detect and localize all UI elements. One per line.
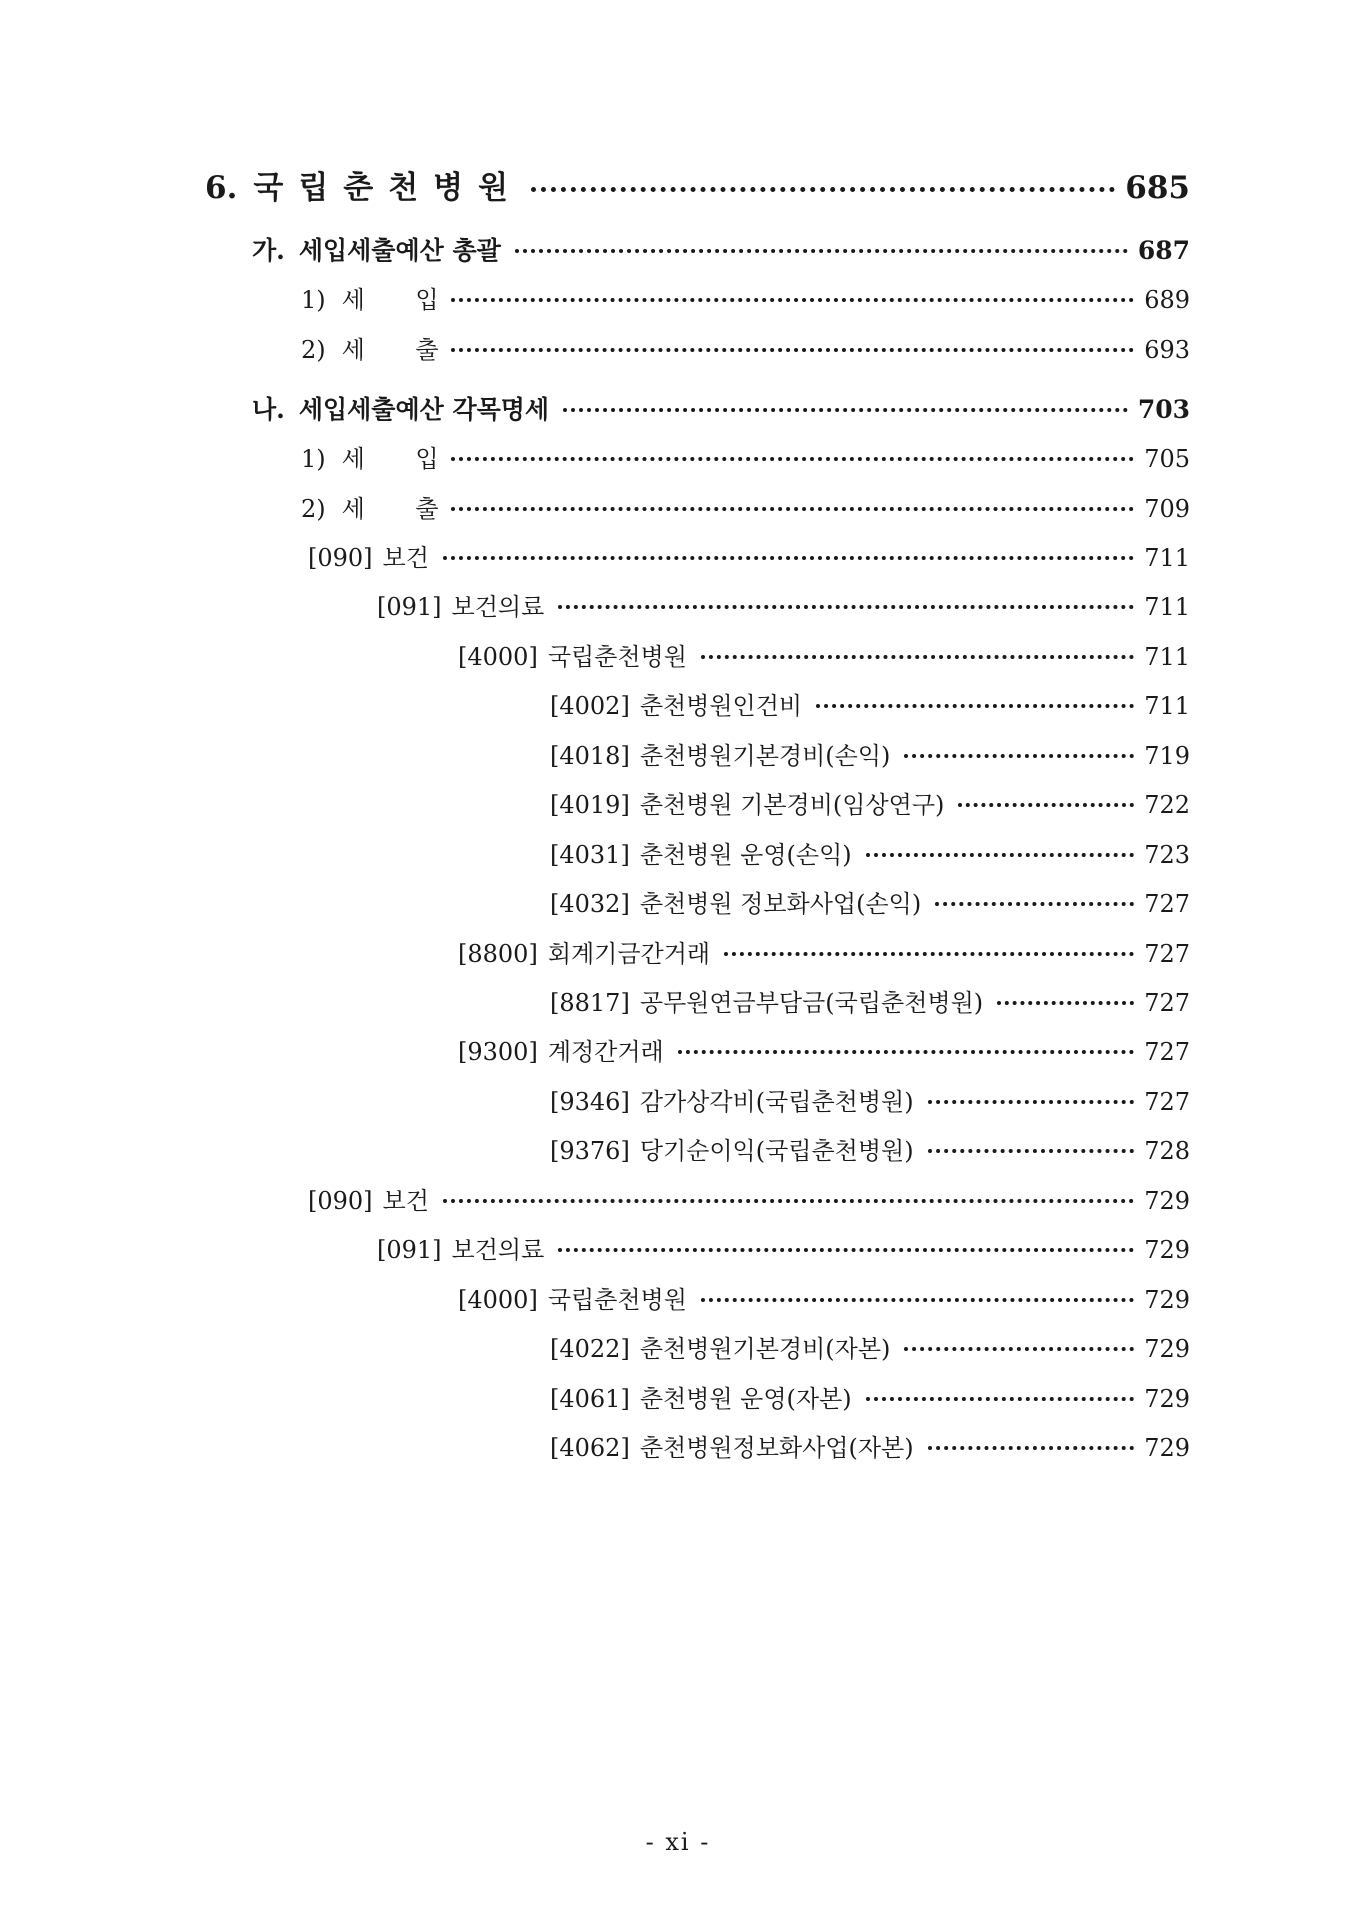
- entry-title: 회계기금간거래: [547, 940, 711, 968]
- entry-code: [4000]: [458, 643, 538, 671]
- dot-leader: [451, 507, 1135, 511]
- dot-leader: [701, 655, 1134, 659]
- toc-item-expenditure[interactable]: [301, 489, 1190, 524]
- page-number: 729: [1144, 1236, 1190, 1264]
- entry-title: 춘천병원인건비: [639, 692, 803, 720]
- dot-leader: [443, 556, 1134, 560]
- entry-code: [090]: [308, 544, 373, 572]
- page-number: 729: [1144, 1385, 1190, 1413]
- dot-leader: [563, 408, 1128, 412]
- entry-code: [4032]: [550, 890, 630, 918]
- page-number: 689: [1144, 286, 1190, 314]
- toc-entry[interactable]: [550, 983, 1190, 1018]
- item-title: 세 출: [341, 495, 443, 523]
- entry-title: 춘천병원 운영(손익): [639, 841, 852, 869]
- section-title: 세입세출예산 총괄: [298, 236, 501, 265]
- page-footer-number: - xi -: [645, 1828, 711, 1856]
- entry-title: 국립춘천병원: [547, 1286, 687, 1314]
- page-number: 729: [1144, 1187, 1190, 1215]
- section-label: 가.: [252, 236, 285, 265]
- toc-entry[interactable]: [550, 1082, 1190, 1117]
- entry-code: [8817]: [550, 989, 630, 1017]
- page-number: 727: [1144, 940, 1190, 968]
- toc-entry[interactable]: [458, 1280, 1190, 1315]
- entry-code: [4062]: [550, 1434, 630, 1462]
- toc-entry[interactable]: [550, 884, 1190, 919]
- entry-title: 보건: [382, 1187, 429, 1215]
- dot-leader: [724, 952, 1134, 956]
- item-label: 2): [301, 336, 326, 364]
- toc-entry[interactable]: [550, 1131, 1190, 1166]
- dot-leader: [928, 1149, 1135, 1153]
- page-number: 687: [1137, 236, 1190, 265]
- toc-entry[interactable]: [550, 785, 1190, 820]
- toc-item-revenue[interactable]: [301, 439, 1190, 474]
- toc-entry[interactable]: [550, 686, 1190, 721]
- entry-code: [9300]: [458, 1038, 538, 1066]
- chapter-number: 6.: [205, 170, 238, 206]
- entry-code: [8800]: [458, 940, 538, 968]
- page-number: 685: [1125, 170, 1190, 206]
- page-number: 703: [1137, 395, 1190, 424]
- page-number: 723: [1144, 841, 1190, 869]
- page-number: 709: [1144, 495, 1190, 523]
- entry-code: [4061]: [550, 1385, 630, 1413]
- entry-title: 당기순이익(국립춘천병원): [639, 1137, 914, 1165]
- toc-section-na[interactable]: [252, 390, 1190, 426]
- entry-title: 계정간거래: [547, 1038, 664, 1066]
- entry-title: 보건의료: [451, 1236, 545, 1264]
- page-number: 711: [1144, 593, 1190, 621]
- dot-leader: [451, 298, 1135, 302]
- page-number: 711: [1144, 692, 1190, 720]
- toc-entry[interactable]: [550, 1428, 1190, 1463]
- entry-code: [4019]: [550, 791, 630, 819]
- toc-entry[interactable]: [550, 1379, 1190, 1414]
- dot-leader: [958, 803, 1134, 807]
- page-number: 729: [1144, 1335, 1190, 1363]
- toc-entry[interactable]: [550, 736, 1190, 771]
- entry-title: 공무원연금부담금(국립춘천병원): [639, 989, 984, 1017]
- page-number: 711: [1144, 643, 1190, 671]
- dot-leader: [451, 348, 1135, 352]
- toc-entry[interactable]: [458, 934, 1190, 969]
- entry-title: 감가상각비(국립춘천병원): [639, 1088, 914, 1116]
- toc-entry[interactable]: [308, 1181, 1190, 1216]
- section-label: 나.: [252, 395, 285, 424]
- entry-title: 춘천병원 정보화사업(손익): [639, 890, 922, 918]
- toc-entry[interactable]: [377, 1230, 1190, 1265]
- page-number: 729: [1144, 1434, 1190, 1462]
- page-number: 727: [1144, 989, 1190, 1017]
- dot-leader: [816, 704, 1134, 708]
- entry-code: [9376]: [550, 1137, 630, 1165]
- dot-leader: [558, 1248, 1134, 1252]
- page-number: 727: [1144, 890, 1190, 918]
- entry-code: [091]: [377, 593, 442, 621]
- toc-entry[interactable]: [308, 538, 1190, 573]
- entry-title: 춘천병원정보화사업(자본): [639, 1434, 914, 1462]
- toc-entry[interactable]: [458, 637, 1190, 672]
- entry-code: [4018]: [550, 742, 630, 770]
- entry-title: 춘천병원 운영(자본): [639, 1385, 852, 1413]
- toc-entry[interactable]: [377, 587, 1190, 622]
- entry-title: 춘천병원기본경비(자본): [639, 1335, 891, 1363]
- section-title: 세입세출예산 각목명세: [298, 395, 550, 424]
- dot-leader: [558, 605, 1134, 609]
- dot-leader: [443, 1199, 1134, 1203]
- dot-leader: [866, 853, 1135, 857]
- entry-title: 보건의료: [451, 593, 545, 621]
- toc-entry[interactable]: [458, 1032, 1190, 1067]
- entry-code: [4000]: [458, 1286, 538, 1314]
- entry-title: 춘천병원 기본경비(임상연구): [639, 791, 945, 819]
- dot-leader: [678, 1050, 1134, 1054]
- toc-chapter-6[interactable]: [205, 162, 1190, 207]
- entry-code: [4031]: [550, 841, 630, 869]
- item-title: 세 입: [341, 445, 443, 473]
- dot-leader: [866, 1397, 1135, 1401]
- dot-leader: [904, 754, 1134, 758]
- page-number: 719: [1144, 742, 1190, 770]
- dot-leader: [531, 187, 1115, 192]
- toc-section-ga[interactable]: [252, 231, 1190, 267]
- page-number: 705: [1144, 445, 1190, 473]
- entry-code: [090]: [308, 1187, 373, 1215]
- page-number: 693: [1144, 336, 1190, 364]
- entry-code: [4022]: [550, 1335, 630, 1363]
- dot-leader: [928, 1100, 1135, 1104]
- entry-title: 춘천병원기본경비(손익): [639, 742, 891, 770]
- dot-leader: [701, 1298, 1134, 1302]
- entry-code: [4002]: [550, 692, 630, 720]
- entry-title: 보건: [382, 544, 429, 572]
- page-number: 722: [1144, 791, 1190, 819]
- item-title: 세 입: [341, 286, 443, 314]
- dot-leader: [451, 457, 1135, 461]
- dot-leader: [935, 902, 1134, 906]
- toc-item-revenue[interactable]: [301, 280, 1190, 315]
- dot-leader: [904, 1347, 1134, 1351]
- dot-leader: [515, 249, 1128, 253]
- entry-title: 국립춘천병원: [547, 643, 687, 671]
- item-label: 1): [301, 445, 326, 473]
- page-number: 728: [1144, 1137, 1190, 1165]
- page-number: 729: [1144, 1286, 1190, 1314]
- item-title: 세 출: [341, 336, 443, 364]
- dot-leader: [997, 1001, 1134, 1005]
- item-label: 2): [301, 495, 326, 523]
- chapter-title: 국립춘천병원: [253, 170, 524, 206]
- entry-code: [091]: [377, 1236, 442, 1264]
- page-number: 711: [1144, 544, 1190, 572]
- toc-entry[interactable]: [550, 835, 1190, 870]
- toc-item-expenditure[interactable]: [301, 330, 1190, 365]
- entry-code: [9346]: [550, 1088, 630, 1116]
- page-number: 727: [1144, 1088, 1190, 1116]
- toc-entry[interactable]: [550, 1329, 1190, 1364]
- page-number: 727: [1144, 1038, 1190, 1066]
- dot-leader: [928, 1446, 1135, 1450]
- item-label: 1): [301, 286, 326, 314]
